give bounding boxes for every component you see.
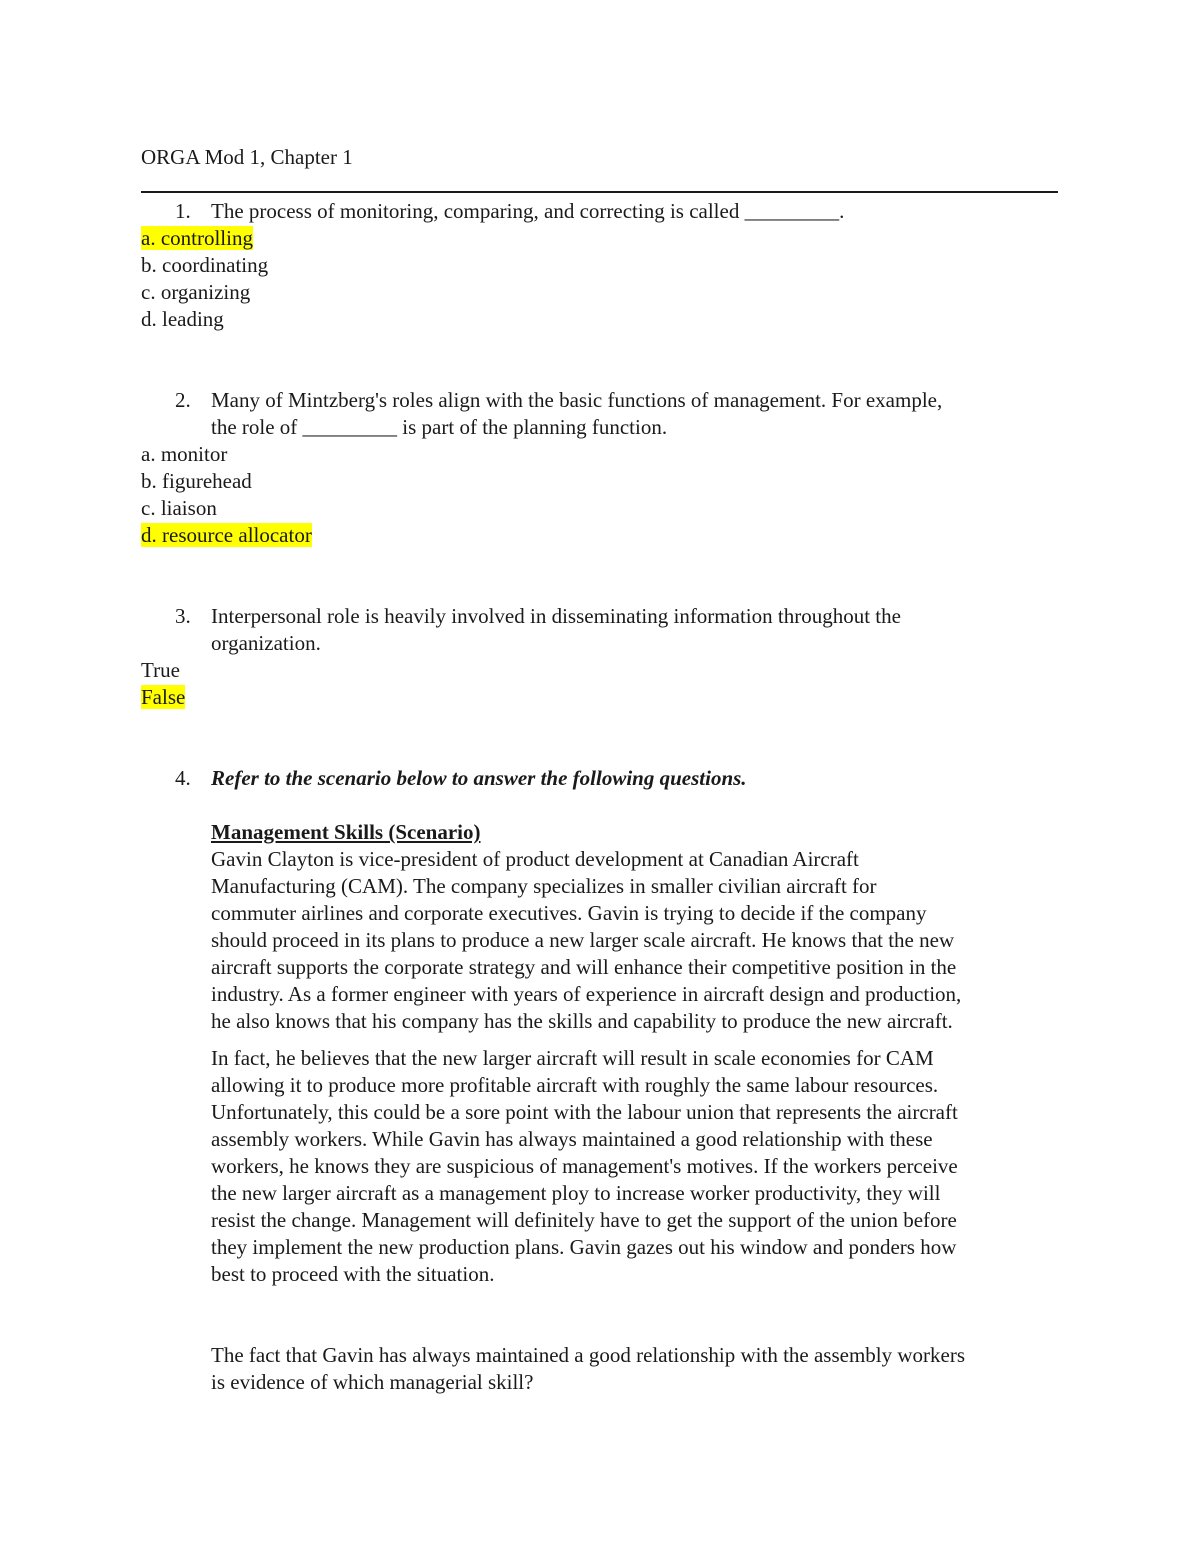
scenario-line: Manufacturing (CAM). The company specializes in smaller civilian aircraft for bbox=[211, 874, 877, 898]
scenario-instruction: Refer to the scenario below to answer the following questions. bbox=[211, 766, 747, 790]
scenario-line: allowing it to produce more profitable aircraft with roughly the same labour resources. bbox=[211, 1073, 939, 1097]
scenario-line: the new larger aircraft as a management ploy to increase worker productivity, they will bbox=[211, 1181, 941, 1205]
scenario-line: industry. As a former engineer with years of experience in aircraft design and production, bbox=[211, 982, 962, 1006]
question-number: 4. bbox=[175, 766, 191, 790]
answer-option-d: d. leading bbox=[141, 307, 224, 331]
question-3 bbox=[141, 603, 1058, 711]
answer-option-c: c. organizing bbox=[141, 280, 251, 304]
question-number: 1. bbox=[175, 199, 191, 223]
scenario-line: assembly workers. While Gavin has always maintained a good relationship with these bbox=[211, 1127, 933, 1151]
answer-option-true: True bbox=[141, 658, 180, 682]
scenario-question-line: The fact that Gavin has always maintained a good relationship with the assembly workers bbox=[211, 1343, 966, 1367]
question-text-line-1: Interpersonal role is heavily involved in disseminating information throughout the bbox=[211, 604, 901, 628]
answer-option-b: b. coordinating bbox=[141, 253, 269, 277]
scenario-line: workers, he knows they are suspicious of management's motives. If the workers perceive bbox=[211, 1154, 958, 1178]
scenario-line: he also knows that his company has the skills and capability to produce the new aircraft. bbox=[211, 1009, 953, 1033]
scenario-question-line: is evidence of which managerial skill? bbox=[211, 1370, 534, 1394]
scenario-line: commuter airlines and corporate executives. Gavin is trying to decide if the company bbox=[211, 901, 927, 925]
scenario-title: Management Skills (Scenario) bbox=[211, 820, 481, 844]
question-text-line-2: organization. bbox=[211, 631, 321, 655]
answer-option-d: d. resource allocator bbox=[141, 523, 312, 547]
question-number: 3. bbox=[175, 604, 191, 628]
question-text-line-2: the role of _________ is part of the planning function. bbox=[211, 415, 668, 439]
question-1 bbox=[141, 198, 1058, 333]
question-4 bbox=[141, 765, 1058, 1396]
scenario-question bbox=[141, 1342, 1058, 1396]
scenario-line: resist the change. Management will definitely have to get the support of the union before bbox=[211, 1208, 957, 1232]
scenario-line: should proceed in its plans to produce a new larger scale aircraft. He knows that the new bbox=[211, 928, 955, 952]
scenario-paragraph-2 bbox=[141, 1045, 1058, 1288]
answer-option-false: False bbox=[141, 685, 186, 709]
scenario-line: In fact, he believes that the new larger aircraft will result in scale economies for CAM bbox=[211, 1046, 934, 1070]
answer-option-c: c. liaison bbox=[141, 496, 217, 520]
answer-option-a: a. monitor bbox=[141, 442, 228, 466]
scenario-line: best to proceed with the situation. bbox=[211, 1262, 495, 1286]
scenario-line: Gavin Clayton is vice-president of product development at Canadian Aircraft bbox=[211, 847, 859, 871]
scenario-line: they implement the new production plans. Gavin gazes out his window and ponders how bbox=[211, 1235, 957, 1259]
scenario-line: Unfortunately, this could be a sore point with the labour union that represents the aircraft bbox=[211, 1100, 958, 1124]
question-2 bbox=[141, 387, 1058, 549]
question-text: The process of monitoring, comparing, and correcting is called _________. bbox=[211, 199, 845, 223]
title-divider bbox=[141, 191, 1058, 193]
scenario-paragraph-1 bbox=[141, 846, 1058, 1035]
question-text-line-1: Many of Mintzberg's roles align with the basic functions of management. For example, bbox=[211, 388, 943, 412]
answer-option-a: a. controlling bbox=[141, 226, 253, 250]
scenario-line: aircraft supports the corporate strategy and will enhance their competitive position in the bbox=[211, 955, 957, 979]
document-title: ORGA Mod 1, Chapter 1 bbox=[141, 145, 353, 169]
question-number: 2. bbox=[175, 388, 191, 412]
answer-option-b: b. figurehead bbox=[141, 469, 252, 493]
